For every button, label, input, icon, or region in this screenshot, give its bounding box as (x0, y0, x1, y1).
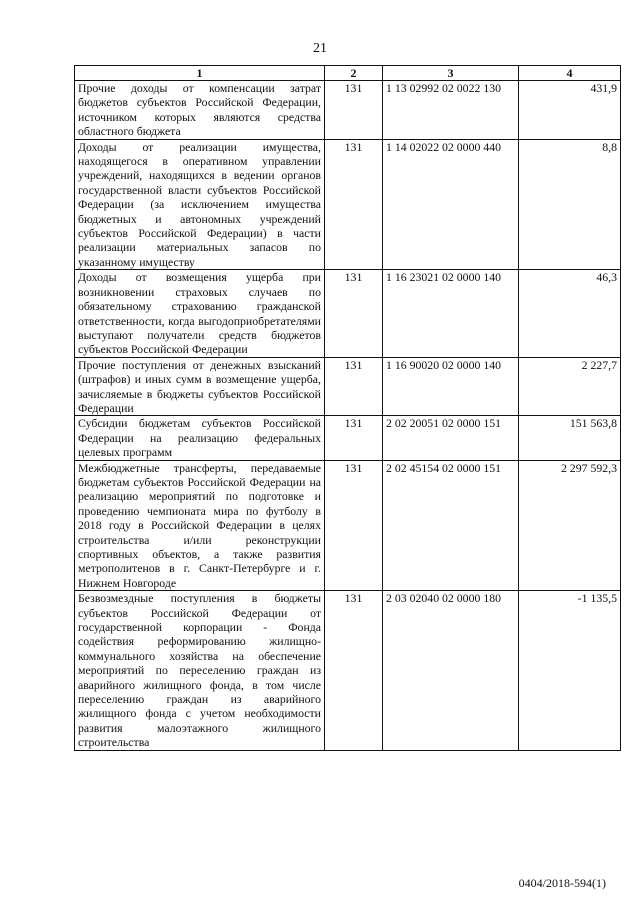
admin-code: 131 (325, 81, 383, 140)
kbk-code: 1 13 02992 02 0022 130 (383, 81, 519, 140)
kbk-code: 2 02 20051 02 0000 151 (383, 416, 519, 460)
admin-code: 131 (325, 416, 383, 460)
kbk-code: 1 16 23021 02 0000 140 (383, 270, 519, 357)
amount: 46,3 (519, 270, 621, 357)
table-row (75, 270, 621, 357)
amount: 431,9 (519, 81, 621, 140)
admin-code: 131 (325, 591, 383, 750)
column-header-admin-code: 2 (325, 66, 383, 81)
admin-code: 131 (325, 460, 383, 591)
kbk-code: 2 03 02040 02 0000 180 (383, 591, 519, 750)
revenue-name: Доходы от реализации имущества, находящегося в оперативном управлении учреждений, находящихся в ведении органов государственной власти субъектов Российской Федерации (за исключением имущества бюджетных и автономных учреждений субъектов Российской Федерации) в части реализации материальных запасов по указанному имуществу (75, 139, 325, 270)
amount: 2 227,7 (519, 357, 621, 416)
column-header-kbk: 3 (383, 66, 519, 81)
revenue-name: Субсидии бюджетам субъектов Российской Федерации на реализацию федеральных целевых программ (75, 416, 325, 460)
admin-code: 131 (325, 357, 383, 416)
column-header-amount: 4 (519, 66, 621, 81)
amount: -1 135,5 (519, 591, 621, 750)
revenue-name: Прочие доходы от компенсации затрат бюджетов субъектов Российской Федерации, источником которых являются средства областного бюджета (75, 81, 325, 140)
table-row (75, 591, 621, 750)
table-body (75, 81, 621, 751)
document-number: 0404/2018-594(1) (518, 876, 606, 890)
table-header (75, 66, 621, 81)
table-row (75, 81, 621, 140)
page-number: 21 (313, 41, 327, 56)
kbk-code: 1 14 02022 02 0000 440 (383, 139, 519, 270)
header-row (75, 66, 621, 81)
amount: 2 297 592,3 (519, 460, 621, 591)
table-row (75, 139, 621, 270)
table-row (75, 357, 621, 416)
amount: 8,8 (519, 139, 621, 270)
revenue-name: Доходы от возмещения ущерба при возникновении страховых случаев по обязательному страхованию гражданской ответственности, когда выгодоприобретателями выступают получатели средств бюджетов субъектов Российской Федерации (75, 270, 325, 357)
table-row (75, 416, 621, 460)
revenue-table (74, 65, 621, 751)
column-header-name: 1 (75, 66, 325, 81)
revenue-name: Безвозмездные поступления в бюджеты субъектов Российской Федерации от государственной корпорации - Фонда содействия реформированию жилищно-коммунального хозяйства на обеспечение мероприятий по переселению граждан из аварийного жилищного фонда, в том числе переселению граждан из аварийного жилищного фонда с учетом необходимости развития малоэтажного жилищного строительства (75, 591, 325, 750)
revenue-name: Межбюджетные трансферты, передаваемые бюджетам субъектов Российской Федерации на реализацию мероприятий по подготовке и проведению чемпионата мира по футболу в 2018 году в Российской Федерации в целях строительства и/или реконструкции спортивных объектов, а также развития метрополитенов в г. Санкт-Петербурге и г. Нижнем Новгороде (75, 460, 325, 591)
amount: 151 563,8 (519, 416, 621, 460)
admin-code: 131 (325, 270, 383, 357)
kbk-code: 2 02 45154 02 0000 151 (383, 460, 519, 591)
revenue-name: Прочие поступления от денежных взысканий (штрафов) и иных сумм в возмещение ущерба, зачисляемые в бюджеты субъектов Российской Федерации (75, 357, 325, 416)
table-row (75, 460, 621, 591)
kbk-code: 1 16 90020 02 0000 140 (383, 357, 519, 416)
admin-code: 131 (325, 139, 383, 270)
